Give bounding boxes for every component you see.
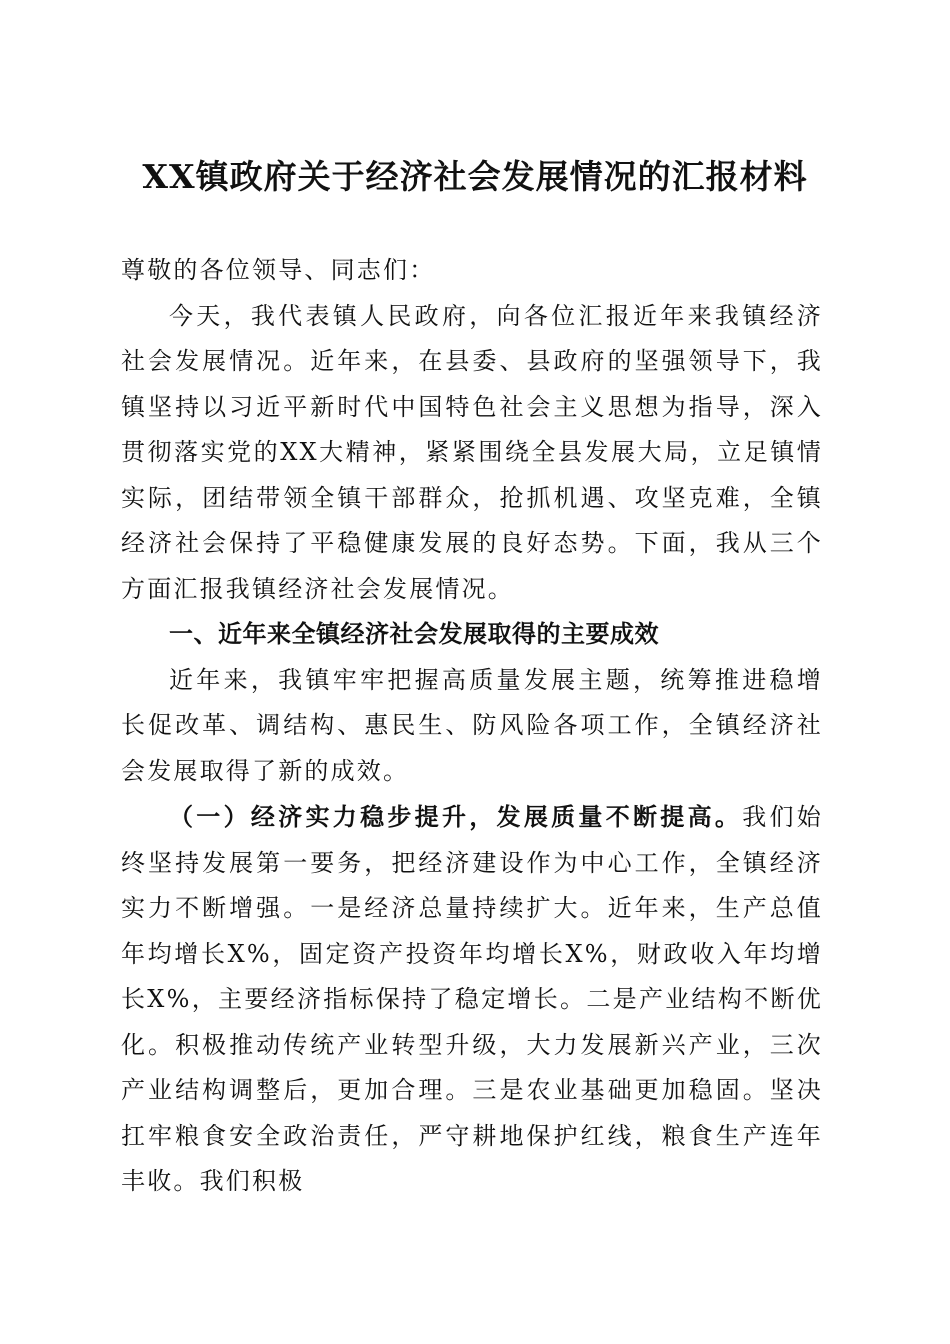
section-intro-paragraph: 近年来，我镇牢牢把握高质量发展主题，统筹推进稳增长促改革、调结构、惠民生、防风险各项工作，全镇经济社会发展取得了新的成效。 (121, 665, 823, 785)
subsection-body: 我们始终坚持发展第一要务，把经济建设作为中心工作，全镇经济实力不断增强。一是经济总量持续扩大。近年来，生产总值年均增长X%，固定资产投资年均增长X%，财政收入年均增长X%，主要经济指标保持了稳定增长。二是产业结构不断优化。积极推动传统产业转型升级，大力发展新兴产业，三次产业结构调整后，更加合理。三是农业基础更加稳固。坚决扛牢粮食安全政治责任，严守耕地保护红线，粮食生产连年丰收。我们积极 (121, 803, 823, 1195)
document-title: XX镇政府关于经济社会发展情况的汇报材料 (142, 157, 808, 196)
section-heading: 一、近年来全镇经济社会发展取得的主要成效 (169, 620, 659, 648)
salutation: 尊敬的各位领导、同志们： (121, 256, 436, 284)
subsection-paragraph (121, 794, 823, 1205)
document-body (121, 248, 823, 1205)
subsection-heading: （一）经济实力稳步提升，发展质量不断提高。 (169, 802, 743, 831)
intro-paragraph: 今天，我代表镇人民政府，向各位汇报近年来我镇经济社会发展情况。近年来，在县委、县政府的坚强领导下，我镇坚持以习近平新时代中国特色社会主义思想为指导，深入贯彻落实党的XX大精神，紧紧围绕全县发展大局，立足镇情实际，团结带领全镇干部群众，抢抓机遇、攻坚克难，全镇经济社会保持了平稳健康发展的良好态势。下面，我从三个方面汇报我镇经济社会发展情况。 (121, 301, 823, 603)
